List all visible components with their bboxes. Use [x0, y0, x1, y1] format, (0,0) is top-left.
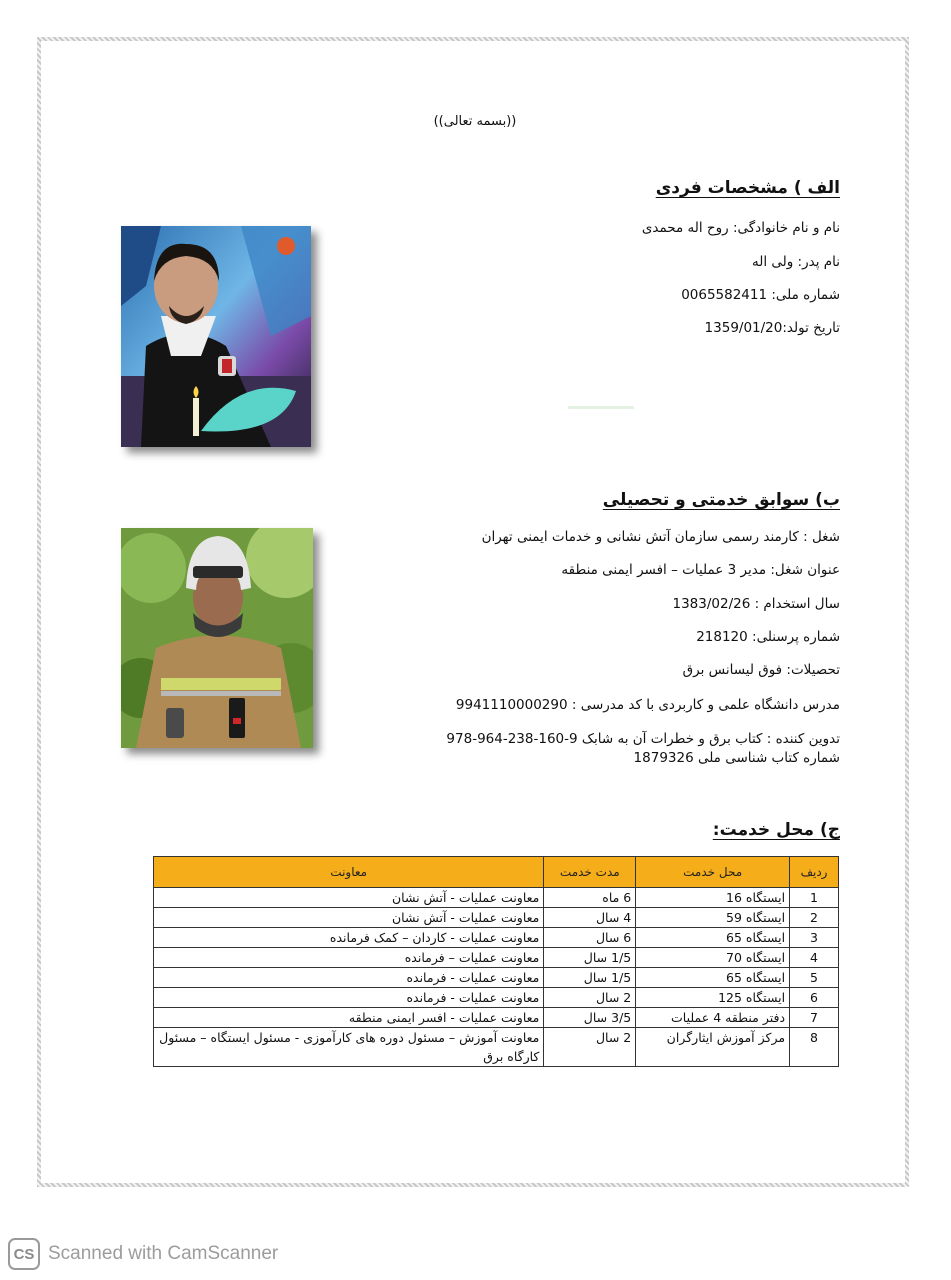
- career-line-hire-date: سال استخدام : 1383/02/26: [672, 596, 840, 612]
- camscanner-watermark: [8, 1236, 278, 1272]
- cell-department: معاونت عملیات - آتش نشان: [154, 888, 544, 908]
- table-header-row: [154, 857, 839, 888]
- cell-department: معاونت عملیات - فرمانده: [154, 988, 544, 1008]
- cell-row-no: 8: [790, 1028, 839, 1067]
- cell-location: دفتر منطقه 4 عملیات: [636, 1008, 790, 1028]
- career-line-education: تحصیلات: فوق لیسانس برق: [682, 662, 840, 678]
- firefighter-photo: [121, 528, 313, 748]
- cell-duration: 1/5 سال: [544, 968, 636, 988]
- scan-artifact: [568, 406, 634, 409]
- table-row: [154, 948, 839, 968]
- cell-duration: 2 سال: [544, 1028, 636, 1067]
- career-line-job: شغل : کارمند رسمی سازمان آتش نشانی و خدمات ایمنی تهران: [481, 529, 840, 545]
- table-row: [154, 928, 839, 948]
- cell-row-no: 2: [790, 908, 839, 928]
- table-row: [154, 1028, 839, 1067]
- personal-line-birthdate: تاریخ تولد:1359/01/20: [704, 320, 840, 336]
- cell-duration: 2 سال: [544, 988, 636, 1008]
- cell-row-no: 7: [790, 1008, 839, 1028]
- cell-department: معاونت عملیات - فرمانده: [154, 968, 544, 988]
- career-heading: ب) سوابق خدمتی و تحصیلی: [602, 490, 840, 510]
- cell-location: ایستگاه 65: [636, 928, 790, 948]
- cell-row-no: 5: [790, 968, 839, 988]
- cell-location: ایستگاه 125: [636, 988, 790, 1008]
- camscanner-logo-icon: CS: [8, 1238, 40, 1270]
- cell-duration: 3/5 سال: [544, 1008, 636, 1028]
- cell-location: ایستگاه 65: [636, 968, 790, 988]
- cell-row-no: 6: [790, 988, 839, 1008]
- cell-duration: 1/5 سال: [544, 948, 636, 968]
- personal-line-name: نام و نام خانوادگی: روح اله محمدی: [641, 220, 840, 236]
- cell-department: معاونت عملیات - افسر ایمنی منطقه: [154, 1008, 544, 1028]
- basmala: ((بسمه تعالی)): [433, 114, 517, 129]
- table-row: [154, 1008, 839, 1028]
- table-row: [154, 888, 839, 908]
- cell-row-no: 1: [790, 888, 839, 908]
- cell-department: معاونت عملیات - کاردان – کمک فرمانده: [154, 928, 544, 948]
- portrait-photo: [121, 226, 311, 447]
- cell-row-no: 4: [790, 948, 839, 968]
- career-line-personnel-no: شماره پرسنلی: 218120: [696, 629, 840, 645]
- service-heading: ج) محل خدمت:: [712, 820, 840, 840]
- table-row: [154, 908, 839, 928]
- cell-location: ایستگاه 16: [636, 888, 790, 908]
- career-line-title: عنوان شغل: مدیر 3 عملیات – افسر ایمنی منطقه: [561, 562, 840, 578]
- career-line-teaching: مدرس دانشگاه علمی و کاربردی با کد مدرسی : 9941110000290: [455, 697, 840, 713]
- cell-duration: 6 ماه: [544, 888, 636, 908]
- personal-line-national-id: شماره ملی: 0065582411: [681, 287, 840, 303]
- column-header-duration: مدت خدمت: [544, 857, 636, 888]
- cell-duration: 6 سال: [544, 928, 636, 948]
- personal-line-father: نام پدر: ولی اله: [751, 254, 840, 270]
- column-header-department: معاونت: [154, 857, 544, 888]
- cell-department: معاونت عملیات – فرمانده: [154, 948, 544, 968]
- career-line-author: تدوین کننده : کتاب برق و خطرات آن به شابک 9-160-238-964-978: [446, 731, 840, 747]
- service-table: [153, 856, 839, 1067]
- cell-location: ایستگاه 70: [636, 948, 790, 968]
- table-row: [154, 968, 839, 988]
- cell-location: مرکز آموزش ایثارگران: [636, 1028, 790, 1067]
- cell-duration: 4 سال: [544, 908, 636, 928]
- career-line-book-id: شماره کتاب شناسی ملی 1879326: [633, 750, 840, 766]
- column-header-location: محل خدمت: [636, 857, 790, 888]
- table-row: [154, 988, 839, 1008]
- cell-row-no: 3: [790, 928, 839, 948]
- cell-location: ایستگاه 59: [636, 908, 790, 928]
- camscanner-text: Scanned with CamScanner: [48, 1243, 279, 1264]
- personal-heading: الف ) مشخصات فردی: [655, 178, 840, 198]
- cell-department: معاونت آموزش – مسئول دوره های کارآموزی - مسئول ایستگاه – مسئول کارگاه برق: [154, 1028, 544, 1067]
- column-header-row-no: ردیف: [790, 857, 839, 888]
- cell-department: معاونت عملیات - آتش نشان: [154, 908, 544, 928]
